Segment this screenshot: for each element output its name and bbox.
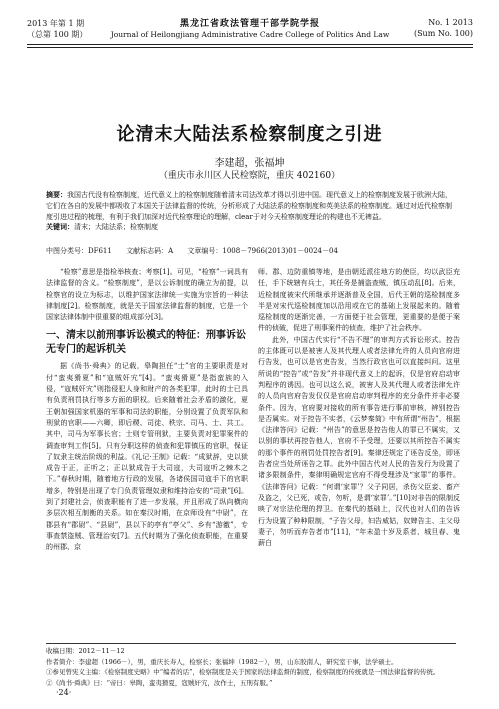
issue-number: No. 1 2013 [428,18,473,27]
year-issue: 2013 年第 1 期 [27,19,85,28]
body-paragraph-3: 此外，中国古代实行“不告不理”的审判方式诉讼形式。控告的主体既可以是被害人及其代理人或者法律允许的人员向官府进行告发，也可以是官吏告发，当然行政官也可以直接纠问。这里所说的“控告”或“告发”并非现代意义上的起诉，仅是官府启动审判程序的诱因。也可以这么说，被害人及其代理人或者法律允许的人员向官府告发仅仅是官府启动审判程序的充分条件并非必要条件。因为，官府要对接收的所有事告进行事前审核，辨别控告是否属实。对于控告不实者，《云梦秦简》中有所谓“州告”，根据《法律答问》记载：“州告”的意思是控告他人的罪已不属实，又以别的事状再控告他人，官府不予受理，还要以其所控告不属实的那个事件的刑罚处罚控告者[9]。秦律还规定了诬告反坐，即诬告者应当处所诬告之罪。此外中国古代对人民的告发行为设置了诸多限制条件，秦律明确规定官府不得受理涉及“家罪”的事件。《法律答问》记载：“何谓‘家罪’？父子同居，杀伤父臣妾、畜产及盗之，父已死，或告，勿听，是谓‘家罪’。”[10]对非告的限制反映了对宗法伦理的捍卫。在秦代的基础上，汉代也对人们的告诉行为设置了种种限制，“子告父母，妇告威姑，奴婢告主、主父母妻子，勿听而弃告者市”[11]，“年未盈十岁及系者、城旦春、鬼薪白 [258,335,460,548]
footnote-rule [46,643,456,644]
document-code: 文献标志码：A [126,247,174,255]
body-paragraph-2: 师、郡、边防重镇等地，是由朝廷派往地方的使臣，均以武臣充任，手下统辖有兵士，其任务是捕盗查贼，镇压动乱[8]。后来，近检制度被宋代所继承并逐渐普及全国，后代王朝的巡检制度多半是对宋代巡检制度加以沿用或在它的基础上发展起来的。随着巡检制度的逐渐完善，一方面便于社会管理，更重要的是便于案件的侦破，促进了刑事案件的侦查，维护了社会秩序。 [258,268,460,333]
footnote-2: ②《尚书·舜典》曰：“帝曰：皋陶，蛮夷猾夏，寇贼奸宄，汝作士，五刑有服。” [46,678,273,687]
article-meta [46,246,456,256]
abstract-label: 摘要： [46,190,67,199]
left-column [46,267,248,554]
abstract [46,190,456,233]
footnotes [46,646,456,688]
header-rule-thin [27,47,473,48]
total-issue: （总第 100 期） [27,30,88,39]
footnote-1: ①参见曾宪义主编：《检察制度史略》中“编者的话”，检察制度是关于国家的法律监督的制度，检察制度的传统就是一国法律监督的传统。 [46,668,440,676]
author-bio: 作者简介：李建超（1966－），男，重庆长寿人，检察长；张福坤（1982－），男，山东胶南人，研究室干事，法学硕士。 [46,657,398,666]
received-date: 收稿日期：2012－11－12 [46,647,125,655]
intro-paragraph: “检察”意思是指检举核查；考察[1]。可见，“检察”一词具有法律监督的含义。“检察制度”，是以公诉制度的确立为前提，以检察官的设立为标志，以维护国家法律统一实施为宗旨的一种法律制度[2]。检察制度，就是关于国家法律监督的制度，它是一个国家法律体制中很重要的组成部分[3]。 [46,268,248,322]
article-authors: 李建超，张福坤 [214,158,285,169]
clc-number: 中图分类号：DF611 [46,247,112,255]
page-number: ·24· [56,688,72,697]
body-paragraph-1: 据《尚书·舜典》的记载，皋陶担任“士”官的主要职责是对付“蛮夷猾夏”和“寇贼奸宄”[4]。“蛮夷猾夏”是指蛮族的入侵，“寇贼奸宄”则指侵犯人身和财产的各类犯罪，此时的士已具有负责刑罚执行等多方面的职权。后来随着社会矛盾的激化，夏王朝加强国家机器的军事和司法的职能，分别设置了负责军队和刑狱的官职——六卿，即后稷、司徒、秩宗、司马、士、共工。其中，司马为军事长官；士则专管刑狱，主要负责对犯罪案件的调查审判工作[5]。只有分职这样的侦查和犯罪镇压的官职，保证了奴隶主统治阶级的利益。《礼记·王制》记载：“成狱辞，史以狱成告于正，正听之；正以狱成告于大司寇，大司寇听之棘木之下。”春秋时期，随着地方行政的发展，各诸侯国司寇手下的官职增多，特别是出现了专门负责管理奴隶和维持治安的“司隶”[6]。到了封建社会，侦查职能有了进一步发展，并且形成了纵向横向多层次相互制衡的关系。如在秦汉时期，在京师设有“中尉”，在郡县有“郡尉”、“县尉”，县以下的亭有“亭父”、乡有“游徼”，专事查禁盗贼、管理治安[7]。五代时期为了强化侦查职能，在重要的州郡、京 [46,362,248,552]
running-header [27,18,473,58]
keywords-label: 关键词： [46,222,74,232]
journal-title-cn: 黑龙江省政法管理干部学院学报 [179,19,320,29]
journal-title-en: Journal of Heilongjiang Administrative Cadre College of Politics And Law [110,30,390,39]
section-heading: 一、清末以前刑事诉讼模式的特征：刑事诉讼无专门的起诉机关 [46,330,246,356]
keywords-text: 清末；大陆法系；检察制度 [74,223,158,232]
sum-number: (Sum No. 100) [413,29,473,38]
header-rule-thick [27,44,473,45]
abstract-text: 我国古代没有检察制度，近代意义上的检察制度随着清末司法改革才得以引进中国。现代意义上的检察制度发展于欧洲大陆，它们在各自的发展中都吸收了本国关于法律监督的传统，分析形成了大陆法系的检察制度和英美法系的检察制度。通过对近代检察制度引进过程的梳理，有利于我们加深对近代检察理论的理解，clear于对今天检察制度理论的构建也不无裨益。 [46,191,452,221]
author-affiliation: （重庆市永川区人民检察院，重庆 402160） [158,171,341,181]
article-title: 论清末大陆法系检察制度之引进 [116,124,383,145]
article-number: 文章编号：1008－7966(2013)01－0024－04 [187,247,338,255]
right-column [258,267,460,549]
